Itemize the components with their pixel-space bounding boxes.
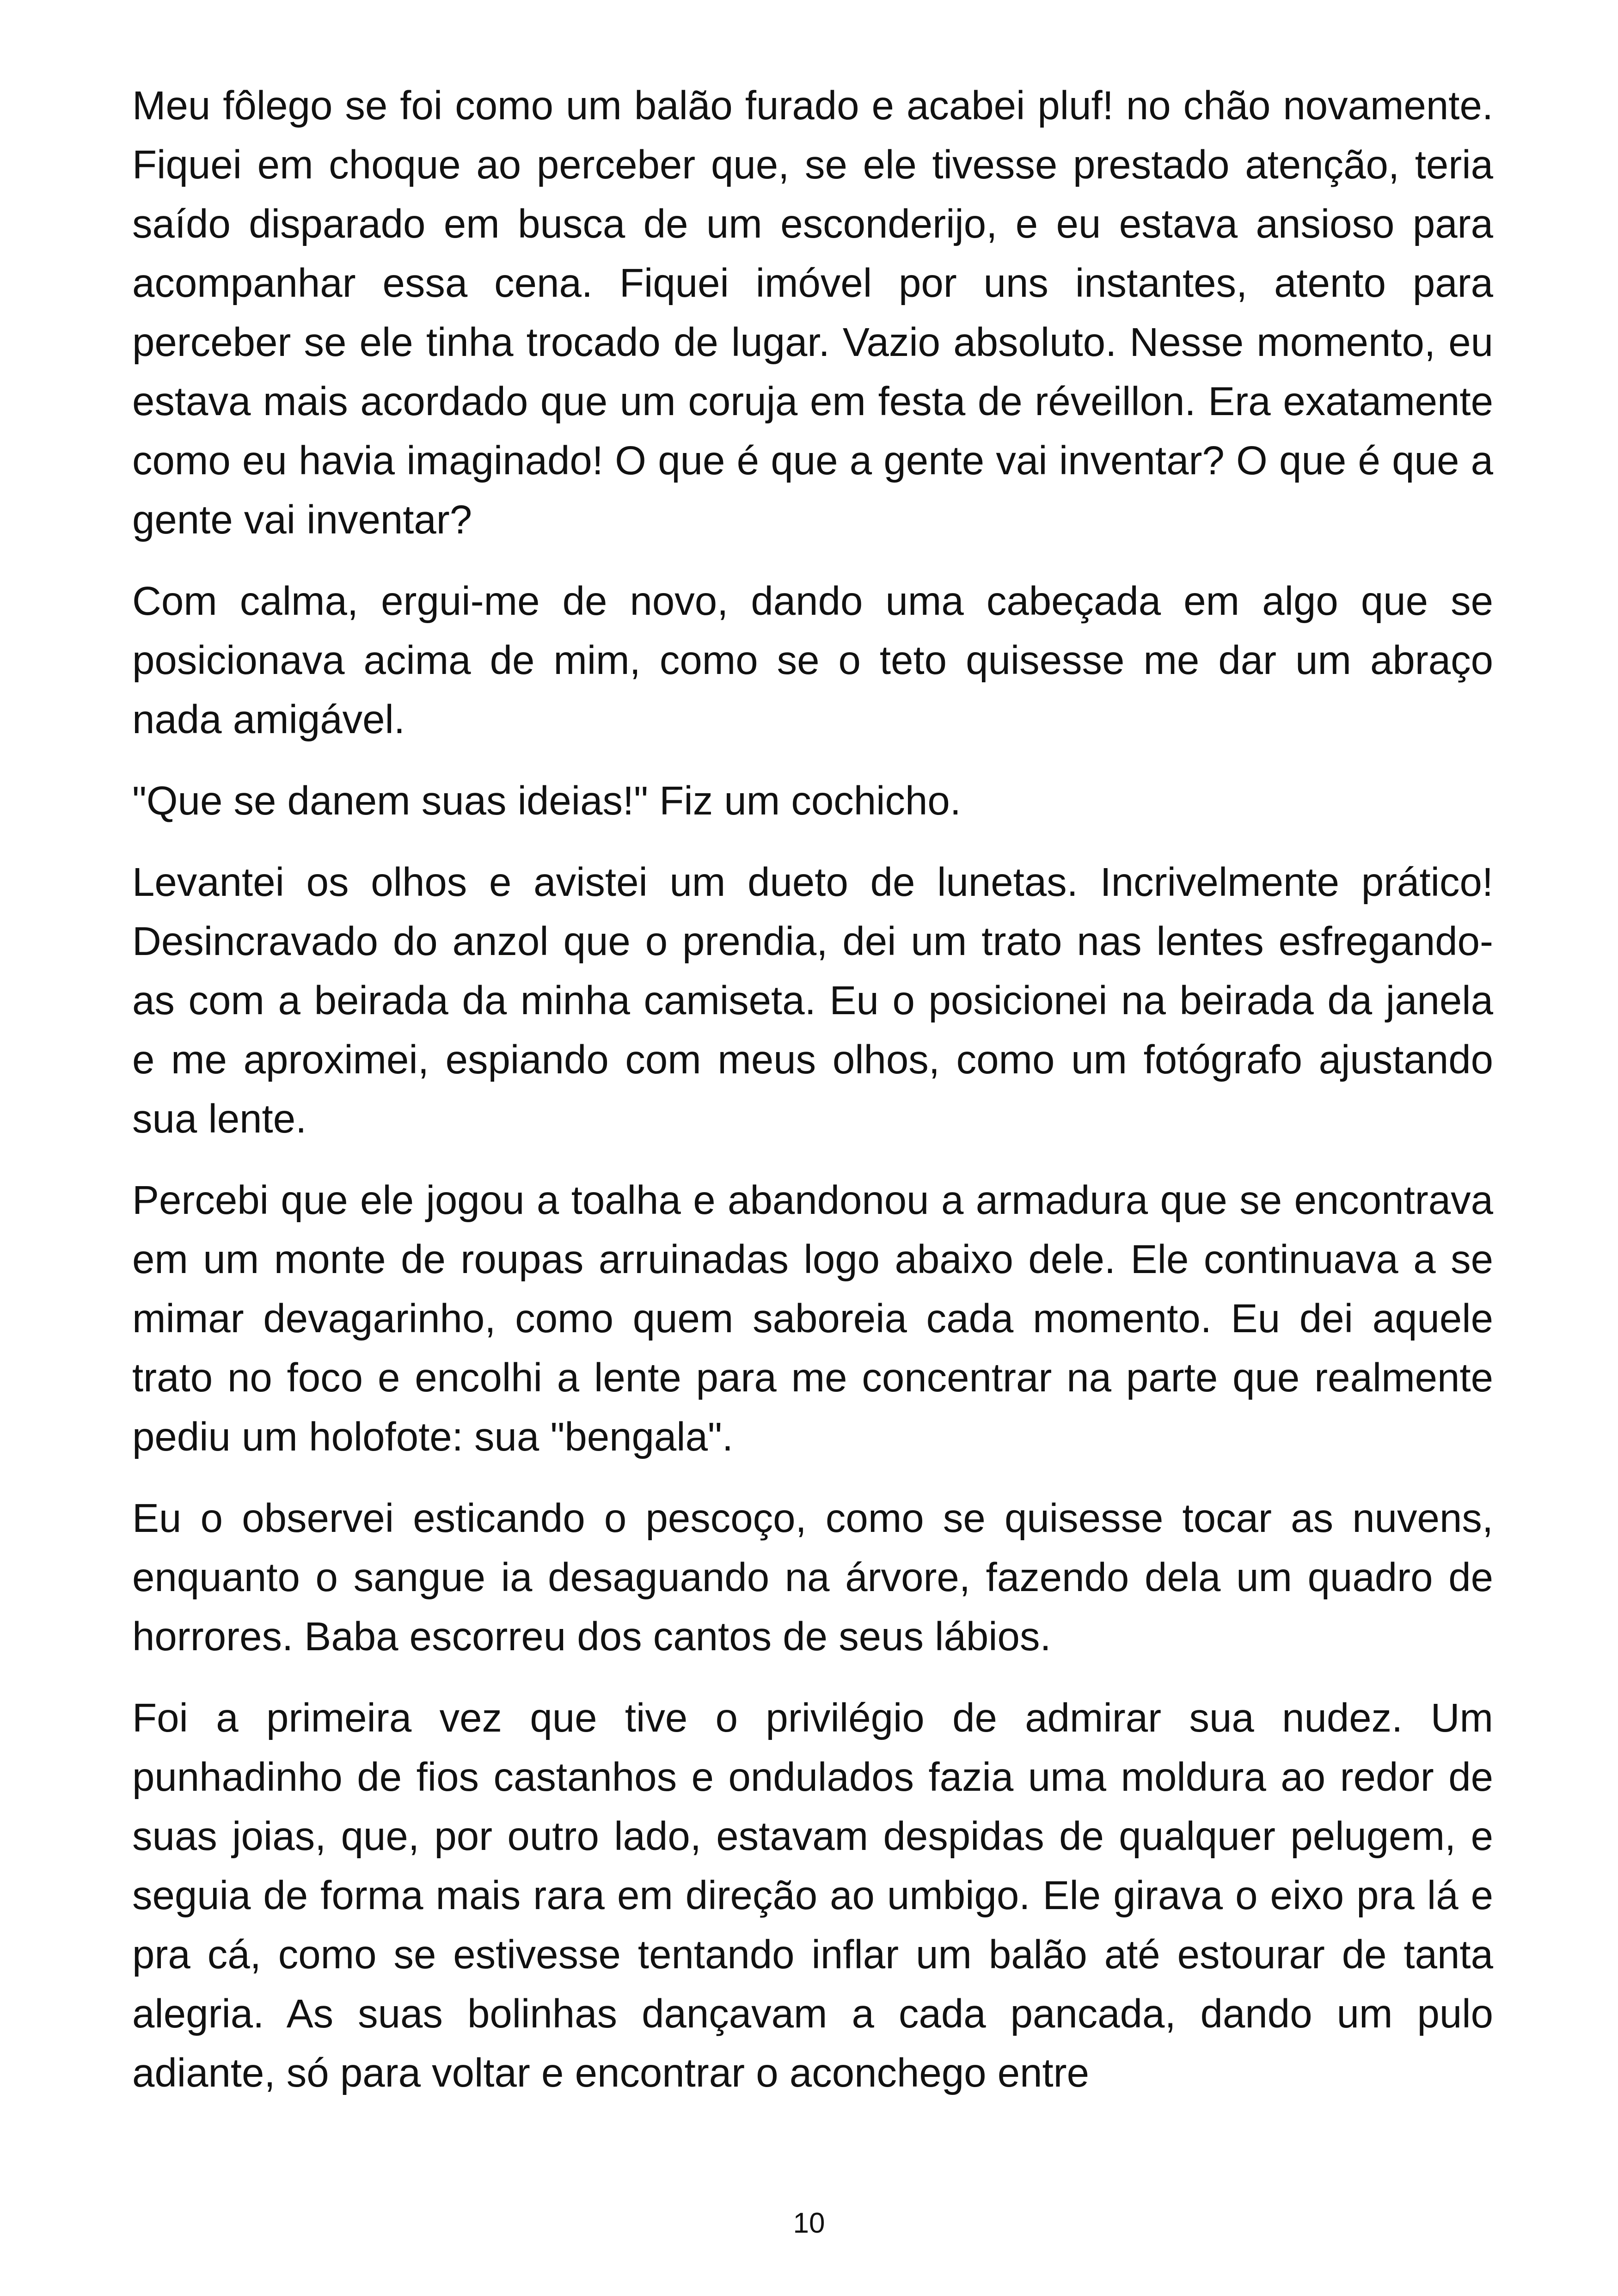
paragraph: Meu fôlego se foi como um balão furado e acabei pluf! no chão novamente. Fiquei em choque ao perceber que, se ele tivesse prestado atenção, teria saído disparado em busca de um esconderijo, e eu estava ansioso para acompanhar essa cena. Fiquei imóvel por uns instantes, atento para perceber se ele tinha trocado de lugar. Vazio absoluto. Nesse momento, eu estava mais acordado que um coruja em festa de réveillon. Era exatamente como eu havia imaginado! O que é que a gente vai inventar? O que é que a gente vai inventar? — [132, 83, 1493, 542]
paragraph: Com calma, ergui-me de novo, dando uma cabeçada em algo que se posicionava acima de mim, como se o teto quisesse me dar um abraço nada amigável. — [132, 579, 1493, 742]
paragraph: Percebi que ele jogou a toalha e abandonou a armadura que se encontrava em um monte de roupas arruinadas logo abaixo dele. Ele continuava a se mimar devagarinho, como quem saboreia cada momento. Eu dei aquele trato no foco e encolhi a lente para me concentrar na parte que realmente pediu um holofote: sua "bengala". — [132, 1178, 1493, 1459]
paragraph: Foi a primeira vez que tive o privilégio de admirar sua nudez. Um punhadinho de fios castanhos e ondulados fazia uma moldura ao redor de suas joias, que, por outro lado, estavam despidas de qualquer pelugem, e seguia de forma mais rara em direção ao umbigo. Ele girava o eixo pra lá e pra cá, como se estivesse tentando inflar um balão até estourar de tanta alegria. As suas bolinhas dançavam a cada pancada, dando um pulo adiante, só para voltar e encontrar o aconchego entre — [132, 1696, 1493, 2095]
paragraph: Levantei os olhos e avistei um dueto de lunetas. Incrivelmente prático! Desincravado do anzol que o prendia, dei um trato nas lentes esfregando-as com a beirada da minha camiseta. Eu o posicionei na beirada da janela e me aproximei, espiando com meus olhos, como um fotógrafo ajustando sua lente. — [132, 860, 1493, 1141]
paragraph: "Que se danem suas ideias!" Fiz um cochicho. — [132, 778, 961, 823]
paragraph: Eu o observei esticando o pescoço, como se quisesse tocar as nuvens, enquanto o sangue ia desaguando na árvore, fazendo dela um quadro de horrores. Baba escorreu dos cantos de seus lábios. — [132, 1496, 1493, 1659]
page-number: 10 — [793, 2207, 825, 2239]
page-body — [132, 76, 1493, 2125]
